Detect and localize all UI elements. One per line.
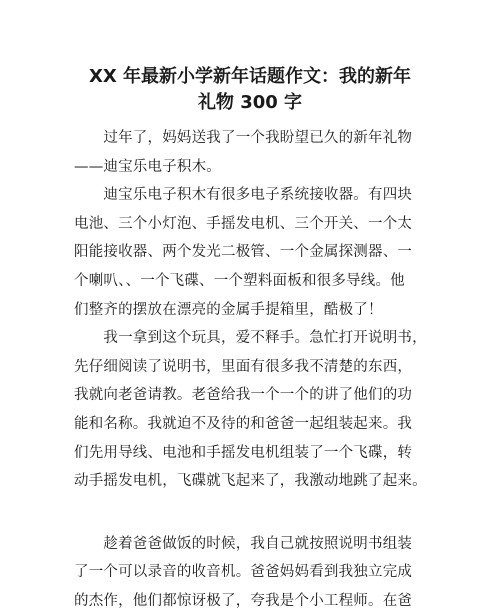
text-line: 动手摇发电机，飞碟就飞起来了，我激动地跳了起来。: [74, 473, 427, 490]
text-line: 我一拿到这个玩具，爱不释手。急忙打开说明书，: [74, 330, 427, 347]
article-body: [74, 124, 434, 616]
text-line: 个喇叭、、一个飞碟、一个塑料面板和很多导线。他: [74, 272, 405, 289]
paragraph-spacer: [74, 496, 434, 530]
paragraph-2: [74, 181, 434, 324]
text-line: 们整齐的摆放在漂亮的金属手提箱里，酷极了！: [74, 301, 383, 318]
text-line: 能和名称。我就迫不及待的和爸爸一起组装起来。我: [74, 415, 413, 432]
paragraph-4: [74, 530, 434, 616]
paragraph-1: [74, 124, 434, 181]
text-line: 我就向老爸请教。老爸给我一个一个的讲了他们的功: [74, 387, 413, 404]
text-line: 阳能接收器、两个发光二极管、一个金属探测器、一: [74, 244, 413, 261]
text-line: 趁着爸爸做饭的时候，我自己就按照说明书组装: [74, 535, 413, 552]
text-line: 过年了，妈妈送我了一个我盼望已久的新年礼物: [74, 130, 413, 146]
text-line: 迪宝乐电子积木有很多电子系统接收器。有四块: [74, 187, 413, 204]
text-line: 的杰作，他们都惊讶极了，夸我是个小工程师。在爸: [74, 592, 413, 609]
text-line: 们先用导线、电池和手摇发电机组装了一个飞碟，转: [74, 444, 413, 461]
text-line: 了一个可以录音的收音机。爸爸妈妈看到我独立完成: [74, 564, 413, 581]
text-line: 先仔细阅读了说明书，里面有很多我不清楚的东西，: [74, 358, 413, 375]
article-title-line-2: 礼物 300 字: [197, 92, 303, 113]
article-title: [60, 64, 440, 116]
paragraph-3: [74, 324, 434, 496]
article-title-line-1: XX 年最新小学新年话题作文：我的新年: [88, 66, 412, 87]
text-line: ——迪宝乐电子积木。: [74, 158, 221, 175]
text-line: 电池、三个小灯泡、手摇发电机、三个开关、一个太: [74, 215, 413, 232]
